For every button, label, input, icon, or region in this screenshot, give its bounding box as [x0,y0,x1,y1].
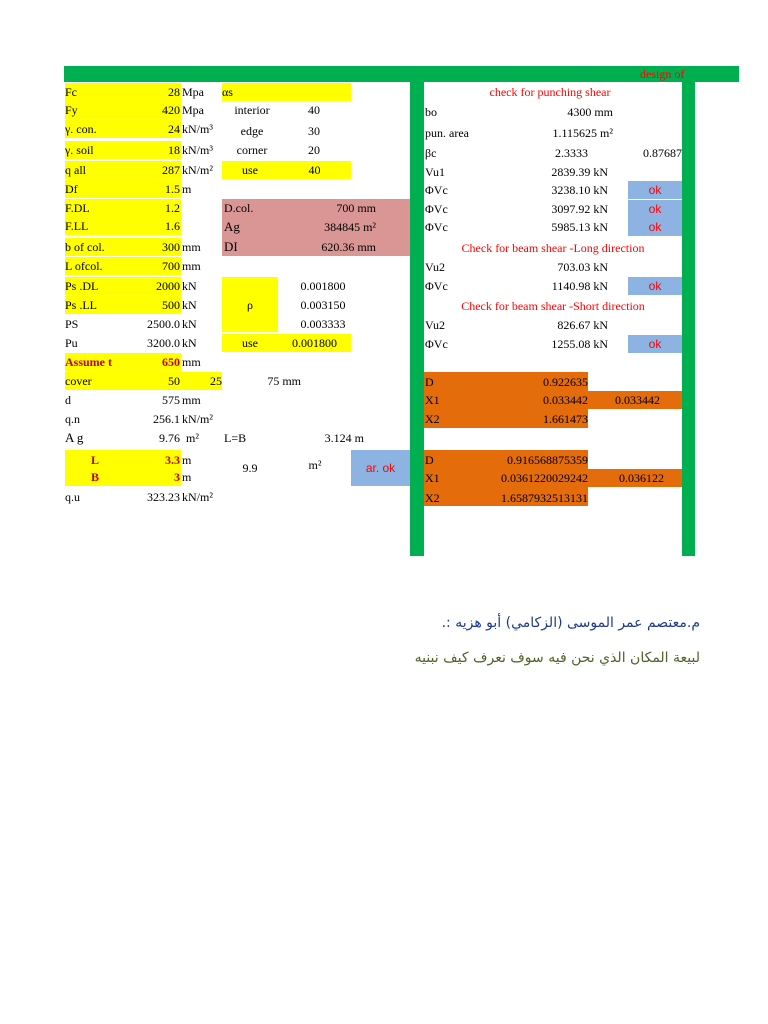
input-gamma-con-label: γ. con. [65,120,181,138]
dcol-value: 700 mm [336,201,376,215]
header-bar [64,66,739,82]
input-fc-value[interactable]: 28 [130,83,180,101]
input-df-value[interactable]: 1.5 [130,180,180,198]
input-b-col-value[interactable]: 300 [130,238,180,256]
b-unit: m [182,470,192,484]
input-ps-ll-unit: kN [182,298,197,312]
rho-label: ρ [247,298,253,312]
input-l-col-label: L ofcol. [65,257,181,275]
block2-x2-value: 1.6587932513131 [501,491,588,505]
input-fll-label: F.LL [65,217,181,235]
assume-t-value[interactable]: 650 [130,353,180,371]
block2-d-label: D [425,453,434,467]
qn-unit: kN/m² [182,412,213,426]
alpha-edge-label: edge [240,124,264,138]
lb-value: 3.124 m [324,431,364,445]
block2-x1-value: 0.0361220029242 [501,471,588,485]
ag-label: A g [65,430,84,445]
pu-unit: kN [182,336,197,350]
input-l-col-value[interactable]: 700 [130,257,180,275]
ag-value: 9.76 [159,431,180,445]
block1-x1-label: X1 [425,393,440,407]
d-label: d [65,393,71,407]
rho-value-3: 0.003333 [300,317,346,331]
vu2-short-value: 826.67 kN [557,318,608,332]
author-credit: م.معتصم عمر الموسى (الزكامي) أبو هزيه :. [441,615,700,631]
phivc-long-value: 1140.98 kN [551,279,608,293]
qu-unit: kN/m² [182,490,213,504]
b-label: B [90,470,99,484]
phivc-1-label: ΦVc [425,183,448,197]
vu1-label: Vu1 [425,165,445,179]
phivc-1-value: 3238.10 kN [551,183,608,197]
qn-label: q.n [65,412,80,426]
phivc-3-label: ΦVc [425,220,448,234]
footer-quote: لبيعة المكان الذي نحن فيه سوف نعرف كيف نبنيه [414,650,700,666]
input-fdl-value[interactable]: 1.2 [130,199,180,217]
input-fdl-label: F.DL [65,199,181,217]
phivc-3-ok-badge: ok [628,218,682,236]
assume-t-label: Assume t [65,353,181,371]
d-unit: mm [182,393,201,407]
alpha-use-label: use [222,161,278,179]
input-ps-ll-label: Ps .LL [65,296,181,314]
input-fll-value[interactable]: 1.6 [130,217,180,235]
input-q-all-value[interactable]: 287 [130,161,180,179]
beta-c-label: βc [425,146,437,160]
block1-x2-value: 1.661473 [543,412,588,426]
dcol-label: D.col. [224,201,254,215]
phivc-2-label: ΦVc [425,202,448,216]
ag-col-label: Ag [224,219,240,234]
vu2-short-label: Vu2 [425,318,445,332]
input-b-col-label: b of col. [65,238,181,256]
cover-bar-value[interactable]: 25 [190,372,222,390]
ps-label: PS [65,317,79,331]
rho-value-1: 0.001800 [300,279,346,293]
alpha-interior-label: interior [234,103,270,117]
phivc-1-ok-badge: ok [628,181,682,199]
input-ps-dl-label: Ps .DL [65,277,181,295]
beta-c-extra: 0.87687 [643,146,682,160]
block2-x1-extra: 0.036122 [619,471,664,485]
vu2-long-label: Vu2 [425,260,445,274]
d-value: 575 [162,393,180,407]
ps-unit: kN [182,317,197,331]
phivc-short-value: 1255.08 kN [551,337,608,351]
input-ps-dl-unit: kN [182,279,197,293]
alpha-interior-value: 40 [308,103,320,117]
b-value[interactable]: 3 [174,470,180,484]
phivc-short-ok-badge: ok [628,335,682,353]
input-l-col-unit: mm [182,259,201,273]
block2-x1-label: X1 [425,471,440,485]
separator-left [410,82,424,556]
cover-total: 75 mm [267,374,301,388]
input-df-unit: m [182,182,192,196]
l-unit: m [182,453,192,467]
pun-area-value: 1.115625 m² [552,126,613,140]
separator-right [682,82,695,556]
input-ps-dl-value[interactable]: 2000 [130,277,180,295]
phivc-long-ok-badge: ok [628,277,682,295]
alpha-edge-value: 30 [308,124,320,138]
page-title: design of [640,67,685,81]
lb-label: L=B [224,431,247,445]
block2-d-value: 0.916568875359 [507,453,588,467]
alpha-use-value[interactable]: 40 [278,161,351,179]
ps-value: 2500.0 [147,317,180,331]
qu-label: q.u [65,490,80,504]
ag-col-value: 384845 m² [324,220,376,234]
alpha-corner-value: 20 [308,143,320,157]
assume-t-unit: mm [182,355,201,369]
vu2-long-value: 703.03 kN [557,260,608,274]
pun-area-label: pun. area [425,126,469,140]
cover-label: cover [65,372,222,390]
input-fc-label: Fc [65,83,181,101]
rho-use-value[interactable]: 0.001800 [278,334,351,352]
qu-value: 323.23 [147,490,180,504]
phivc-2-ok-badge: ok [628,200,682,218]
short-shear-title: Check for beam shear -Short direction [461,299,645,313]
alpha-corner-label: corner [236,143,268,157]
block1-x1-value: 0.033442 [543,393,588,407]
beta-c-value: 2.3333 [555,146,588,160]
input-q-all-label: q all [65,161,181,179]
cover-value[interactable]: 50 [140,372,180,390]
input-gamma-con-unit: kN/m³ [182,122,213,136]
phivc-short-label: ΦVc [425,337,448,351]
input-ps-ll-value[interactable]: 500 [130,296,180,314]
long-shear-title: Check for beam shear -Long direction [461,241,645,255]
phivc-long-label: ΦVc [425,279,448,293]
input-gamma-soil-value[interactable]: 18 [130,141,180,159]
l-label: L [90,453,99,467]
input-b-col-unit: mm [182,240,201,254]
input-fc-unit: Mpa [182,85,204,99]
input-fy-label: Fy [65,101,181,119]
input-fy-value[interactable]: 420 [130,101,180,119]
block1-d-label: D [425,375,434,389]
input-q-all-unit: kN/m² [182,163,213,177]
input-fy-unit: Mpa [182,103,204,117]
rho-use-label: use [222,334,278,352]
input-gamma-soil-label: γ. soil [65,141,181,159]
qn-value: 256.1 [153,412,180,426]
vu1-value: 2839.39 kN [551,165,608,179]
phivc-3-value: 5985.13 kN [551,220,608,234]
block1-d-value: 0.922635 [543,375,588,389]
pu-value: 3200.0 [147,336,180,350]
l-value[interactable]: 3.3 [165,453,180,467]
input-gamma-con-value[interactable]: 24 [130,120,180,138]
ag-unit: m² [186,431,199,445]
area-ok-badge: ar. ok [351,450,410,486]
block1-x2-label: X2 [425,412,440,426]
lb-area-unit: m² [308,458,322,472]
punching-title: check for punching shear [489,85,611,99]
rho-value-2: 0.003150 [300,298,346,312]
phivc-2-value: 3097.92 kN [551,202,608,216]
bo-value: 4300 mm [567,105,613,119]
block1-x1-extra: 0.033442 [615,393,660,407]
bo-label: bo [425,105,437,119]
di-label: DI [224,239,238,254]
lb-area-value: 9.9 [242,461,258,475]
di-value: 620.36 mm [321,240,376,254]
input-df-label: Df [65,180,181,198]
block2-x2-label: X2 [425,491,440,505]
pu-label: Pu [65,336,78,350]
alpha-label: αs [222,83,351,101]
input-gamma-soil-unit: kN/m³ [182,143,213,157]
